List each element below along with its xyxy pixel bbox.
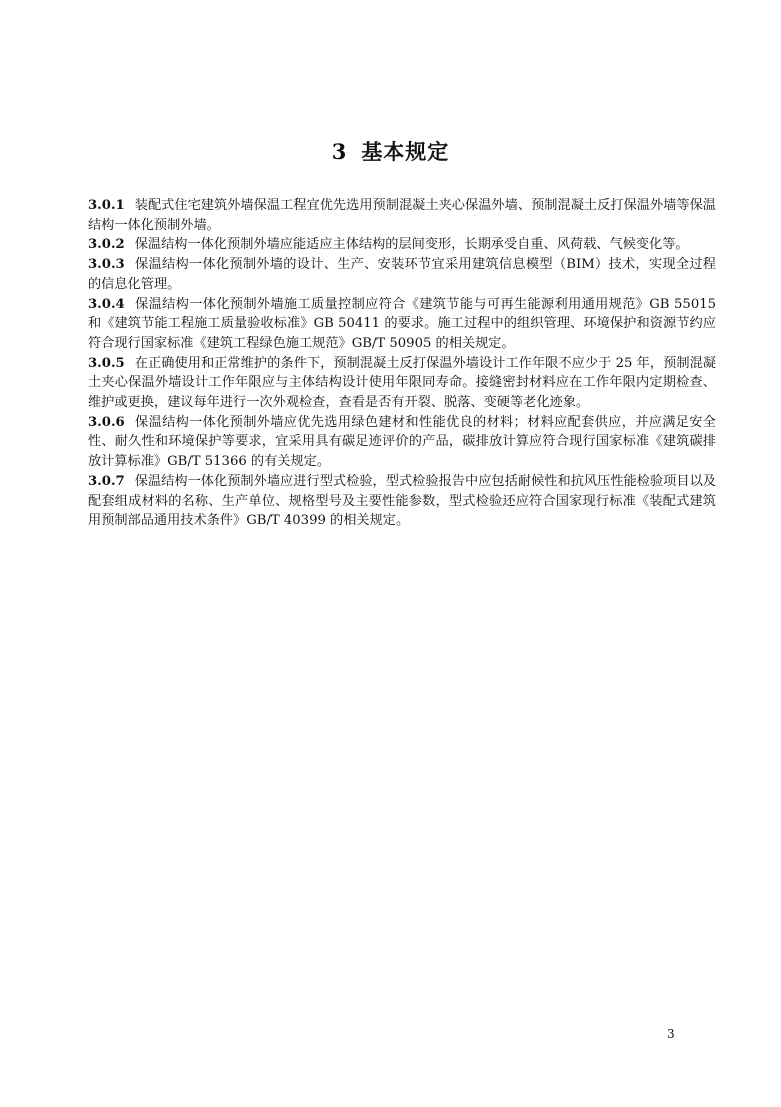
chapter-number: 3 xyxy=(331,139,348,164)
clause-list xyxy=(88,196,716,531)
chapter-title: 基本规定 xyxy=(361,139,450,164)
clause-number: 3.0.2 xyxy=(88,237,125,253)
clause-number: 3.0.7 xyxy=(88,473,125,489)
clause-text: 保温结构一体化预制外墙的设计、生产、安装环节宜采用建筑信息模型（BIM）技术，实现全过程的信息化管理。 xyxy=(88,257,716,292)
clause-text: 装配式住宅建筑外墙保温工程宜优先选用预制混凝土夹心保温外墙、预制混凝土反打保温外墙等保温结构一体化预制外墙。 xyxy=(88,198,716,233)
clause-number: 3.0.1 xyxy=(88,198,125,213)
clause-text: 在正确使用和正常维护的条件下，预制混凝土反打保温外墙设计工作年限不应少于 25 年，预制混凝土夹心保温外墙设计工作年限应与主体结构设计使用年限同寿命。接缝密封材料应在工作年限内定期检查、维护或更换，建议每年进行一次外观检查，查看是否有开裂、脱落、变硬等老化迹象。 xyxy=(88,355,716,411)
clause-number: 3.0.3 xyxy=(88,257,125,273)
clause-3-0-5 xyxy=(88,354,716,413)
clause-3-0-7 xyxy=(88,472,716,531)
clause-number: 3.0.6 xyxy=(88,414,125,430)
clause-text: 保温结构一体化预制外墙施工质量控制应符合《建筑节能与可再生能源利用通用规范》GB 55015 和《建筑节能工程施工质量验收标准》GB 50411 的要求。施工过程中的组织管理、环境保护和资源节约应符合现行国家标准《建筑工程绿色施工规范》GB/T 50905 的相关规定。 xyxy=(88,296,716,351)
clause-text: 保温结构一体化预制外墙应优先选用绿色建材和性能优良的材料；材料应配套供应，并应满足安全性、耐久性和环境保护等要求，宜采用具有碳足迹评价的产品，碳排放计算应符合现行国家标准《建筑碳排放计算标准》GB/T 51366 的有关规定。 xyxy=(88,414,716,470)
clause-number: 3.0.4 xyxy=(88,296,125,312)
clause-text: 保温结构一体化预制外墙应进行型式检验，型式检验报告中应包括耐候性和抗风压性能检验项目以及配套组成材料的名称、生产单位、规格型号及主要性能参数，型式检验还应符合国家现行标准《装配式建筑用预制部品通用技术条件》GB/T 40399 的相关规定。 xyxy=(88,473,716,529)
chapter-heading xyxy=(0,136,781,166)
clause-3-0-1 xyxy=(88,196,716,235)
clause-3-0-3 xyxy=(88,255,716,294)
clause-3-0-2 xyxy=(88,235,716,255)
clause-3-0-6 xyxy=(88,413,716,472)
clause-number: 3.0.5 xyxy=(88,355,125,371)
clause-3-0-4 xyxy=(88,295,716,354)
page-number: 3 xyxy=(667,1027,675,1041)
clause-text: 保温结构一体化预制外墙应能适应主体结构的层间变形，长期承受自重、风荷载、气候变化等。 xyxy=(134,237,689,253)
